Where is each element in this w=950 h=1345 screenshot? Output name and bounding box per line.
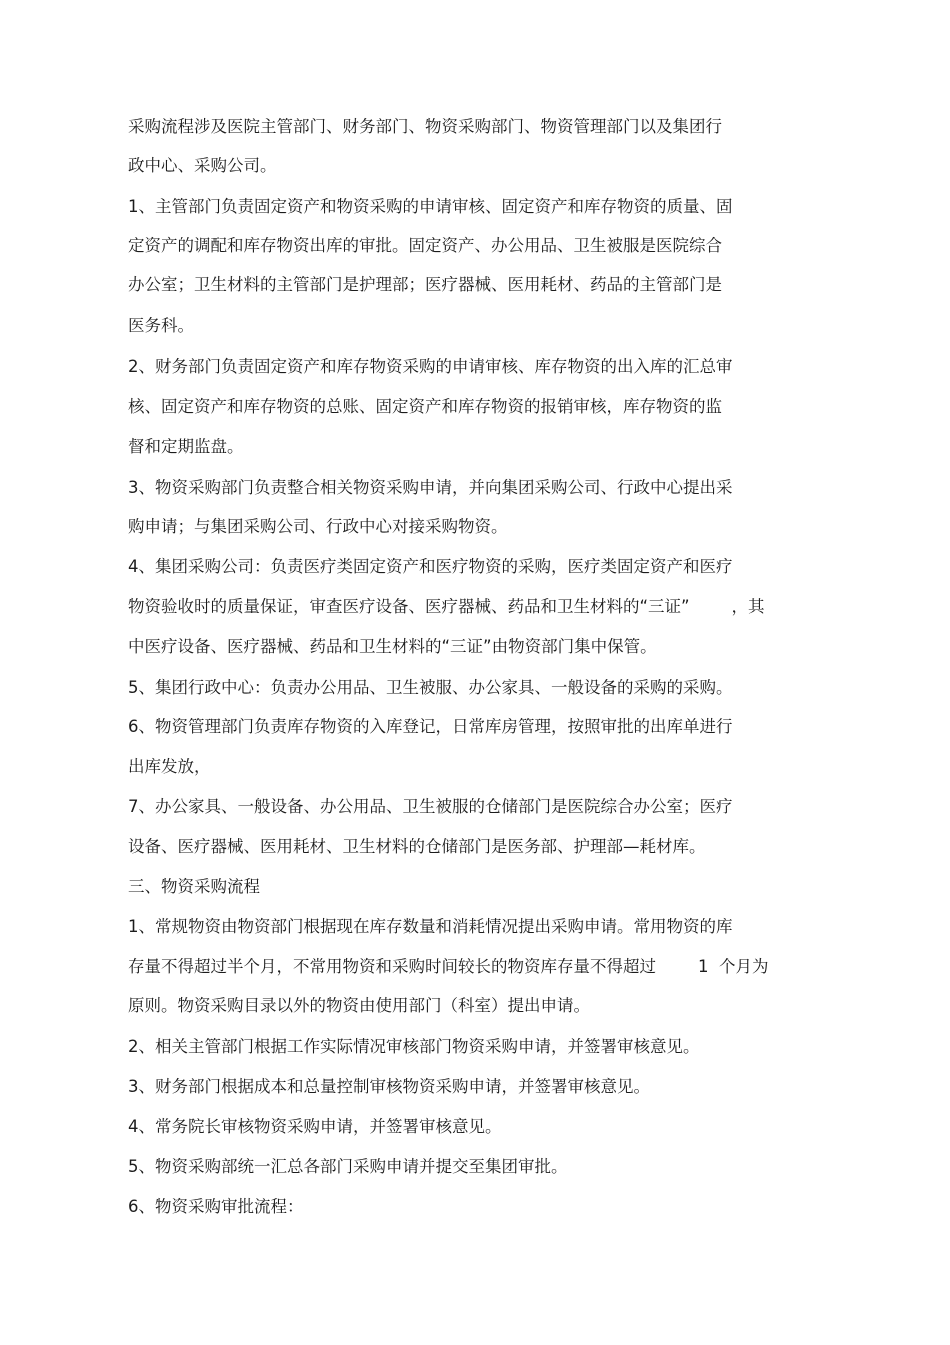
text-line: 2、财务部门负责固定资产和库存物资采购的申请审核、库存物资的出入库的汇总审 [128, 357, 733, 376]
text-line: 购申请；与集团采购公司、行政中心对接采购物资。 [128, 517, 508, 536]
text-line: 4、集团采购公司：负责医疗类固定资产和医疗物资的采购，医疗类固定资产和医疗 [128, 557, 733, 576]
text-line: 出库发放， [128, 757, 211, 776]
text-line: 政中心、采购公司。 [128, 156, 277, 175]
text-line: 4、常务院长审核物资采购申请，并签署审核意见。 [128, 1117, 502, 1136]
text-line: 物资验收时的质量保证，审查医疗设备、医疗器械、药品和卫生材料的“三证” ，其 [128, 597, 765, 616]
text-line: 6、物资管理部门负责库存物资的入库登记，日常库房管理，按照审批的出库单进行 [128, 717, 733, 736]
text-line: 5、集团行政中心：负责办公用品、卫生被服、办公家具、一般设备的采购的采购。 [128, 678, 733, 697]
text-line: 督和定期监盘。 [128, 437, 244, 456]
text-line: 医务科。 [128, 316, 194, 335]
text-line: 7、办公家具、一般设备、办公用品、卫生被服的仓储部门是医院综合办公室；医疗 [128, 797, 733, 816]
text-line: 定资产的调配和库存物资出库的审批。固定资产、办公用品、卫生被服是医院综合 [128, 236, 722, 255]
text-line: 3、物资采购部门负责整合相关物资采购申请，并向集团采购公司、行政中心提出采 [128, 478, 733, 497]
text-line: 5、物资采购部统一汇总各部门采购申请并提交至集团审批。 [128, 1157, 568, 1176]
text-line: 存量不得超过半个月，不常用物资和采购时间较长的物资库存量不得超过 1 个月为 [128, 957, 769, 976]
text-line: 采购流程涉及医院主管部门、财务部门、物资采购部门、物资管理部门以及集团行 [128, 117, 722, 136]
text-line: 1、主管部门负责固定资产和物资采购的申请审核、固定资产和库存物资的质量、固 [128, 197, 733, 216]
text-line: 核、固定资产和库存物资的总账、固定资产和库存物资的报销审核，库存物资的监 [128, 397, 722, 416]
text-line: 1、常规物资由物资部门根据现在库存数量和消耗情况提出采购申请。常用物资的库 [128, 917, 733, 936]
text-line: 2、相关主管部门根据工作实际情况审核部门物资采购申请，并签署审核意见。 [128, 1037, 700, 1056]
text-line: 办公室；卫生材料的主管部门是护理部；医疗器械、医用耗材、药品的主管部门是 [128, 275, 722, 294]
text-line: 6、物资采购审批流程： [128, 1197, 304, 1216]
text-line: 设备、医疗器械、医用耗材、卫生材料的仓储部门是医务部、护理部—耗材库。 [128, 837, 706, 856]
text-line: 3、财务部门根据成本和总量控制审核物资采购申请，并签署审核意见。 [128, 1077, 650, 1096]
section-heading: 三、物资采购流程 [128, 877, 260, 896]
text-line: 中医疗设备、医疗器械、药品和卫生材料的“三证”由物资部门集中保管。 [128, 637, 657, 656]
text-line: 原则。物资采购目录以外的物资由使用部门（科室）提出申请。 [128, 996, 590, 1015]
